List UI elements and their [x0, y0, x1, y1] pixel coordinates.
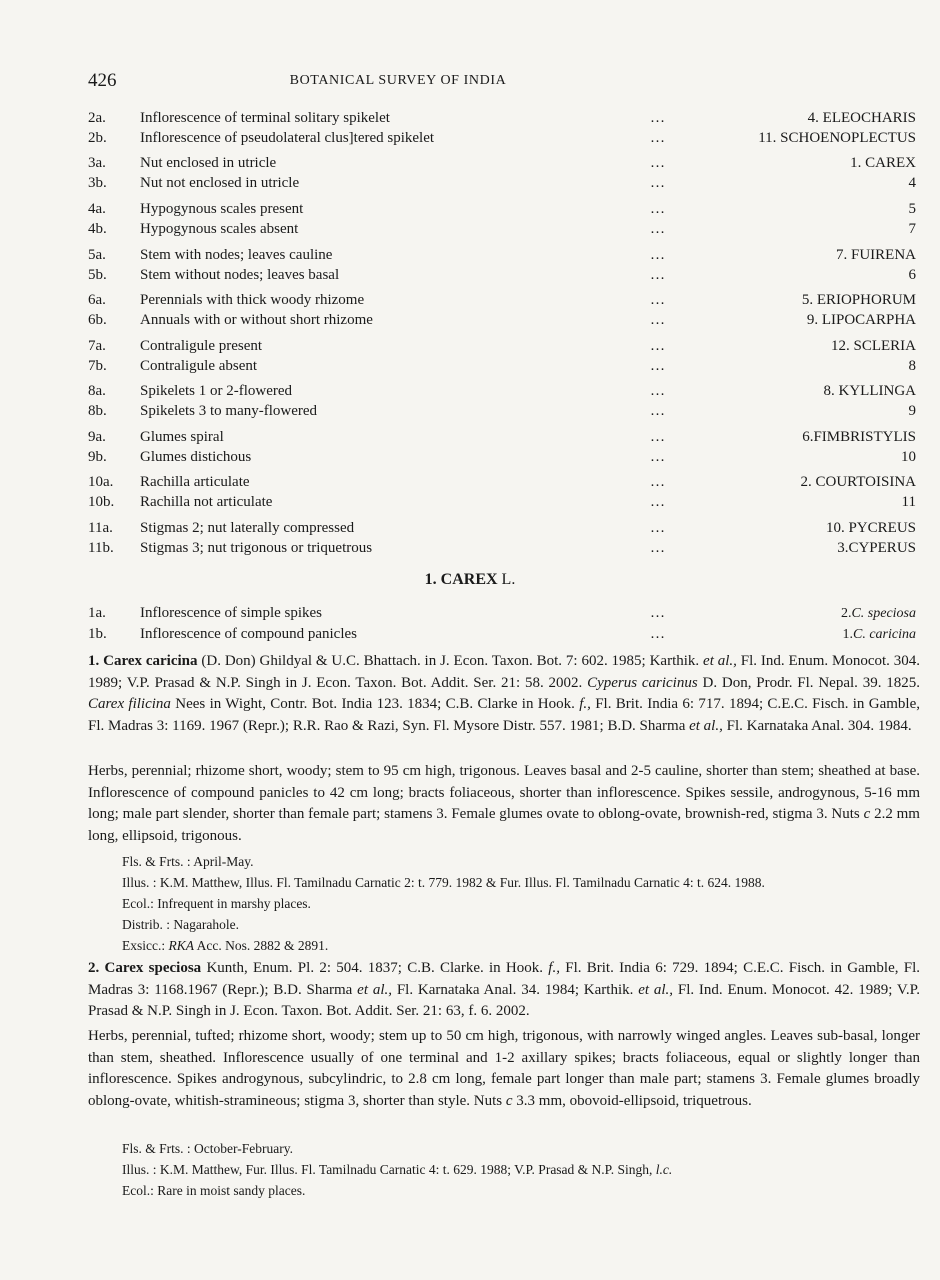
key-leader-dots: …: [650, 520, 666, 536]
key-row: [88, 108, 916, 128]
key-lead-result: 9. LIPOCARPHA: [806, 312, 916, 328]
key-lead-number: 9b.: [88, 449, 107, 465]
key-lead-text: Spikelets 1 or 2-flowered: [140, 383, 293, 399]
description-text: Herbs, perennial, tufted; rhizome short, woody; stem up to 50 cm high, trigonous, with narrowly winged angles. Leaves sub-basal, longer than stem, sheathed. Inflorescence usually of one terminal and 1-2 axillary spikes; bracts foliaceous, equal or slightly longer than inflorescence. Spikes androgynous, subcylindric, to 2.8 cm long, female part longer than male part; stamens 3. Female glumes broadly oblong-ovate, whitish-stramineous; stigma 3, shorter than style. Nuts: [88, 1028, 920, 1109]
key-row: [88, 265, 916, 285]
key-lead-text: Glumes spiral: [140, 429, 224, 445]
key-row: [88, 153, 916, 173]
species-1-citation: [88, 651, 920, 737]
circa-abbr: c: [863, 806, 871, 822]
key-lead-number: 7b.: [88, 358, 107, 374]
key-leader-dots: …: [650, 383, 666, 399]
key-lead-result: 3.CYPERUS: [837, 540, 916, 556]
citation-text: Kunth, Enum. Pl. 2: 504. 1837; C.B. Clarke. in Hook.: [201, 960, 549, 976]
key-lead-result: 1. CAREX: [850, 155, 916, 171]
key-lead-text: Inflorescence of compound panicles: [140, 626, 357, 642]
key-lead-text: Nut not enclosed in utricle: [140, 175, 300, 191]
key-leader-dots: …: [650, 605, 666, 621]
illustrations: [122, 1159, 912, 1180]
key-lead-number: 1a.: [88, 605, 106, 621]
key-lead-result: 4. ELEOCHARIS: [807, 110, 916, 126]
key-lead-number: 11b.: [88, 540, 114, 556]
key-lead-number: 8a.: [88, 383, 106, 399]
key-lead-text: Stem with nodes; leaves cauline: [140, 247, 333, 263]
key-leader-dots: …: [650, 267, 666, 283]
key-lead-text: Annuals with or without short rhizome: [140, 312, 373, 328]
key-row: [88, 173, 916, 193]
citation-italic: f.,: [548, 960, 560, 976]
citation-text: Fl. Ind. Enum. Monocot. 304. 1989; V.P. Prasad & N.P. Singh in J. Econ. Taxon. Bot. Addit. Ser. 21: 58. 2002.: [88, 653, 921, 691]
key-row: [88, 310, 916, 330]
key-row: [88, 336, 916, 356]
flowering-fruiting: Fls. & Frts. : April-May.: [122, 854, 254, 869]
circa-abbr: c: [505, 1092, 513, 1109]
key-row: [88, 128, 916, 148]
key-row: [88, 401, 916, 421]
key-leader-dots: …: [650, 338, 666, 354]
key-leader-dots: …: [650, 247, 666, 263]
species-2-name: 2. Carex speciosa: [88, 960, 202, 976]
key-row: [88, 472, 916, 492]
key-lead-text: Spikelets 3 to many-flowered: [140, 403, 318, 419]
species-1-notes: [122, 851, 912, 956]
key-leader-dots: …: [650, 175, 666, 191]
species-2-description: [88, 1026, 920, 1112]
exsiccatae: [122, 935, 912, 956]
key-lead-result: 6.FIMBRISTYLIS: [802, 429, 916, 445]
key-lead-result: 12. SCLERIA: [830, 338, 916, 354]
citation-text: (D. Don) Ghildyal & U.C. Bhattach. in J. Econ. Taxon. Bot. 7: 602. 1985; Karthik.: [197, 653, 704, 669]
key-leader-dots: …: [650, 540, 666, 556]
key-lead-number: 8b.: [88, 403, 107, 419]
key-row: [88, 427, 916, 447]
species-number: 1.: [842, 627, 853, 642]
key-lead-number: 10b.: [88, 494, 115, 510]
key-leader-dots: …: [650, 449, 666, 465]
key-lead-text: Rachilla articulate: [140, 474, 250, 490]
key-lead-number: 4b.: [88, 221, 107, 237]
key-lead-result: 11. SCHOENOPLECTUS: [758, 130, 916, 146]
species-name: C. speciosa: [851, 606, 916, 621]
key-lead-number: 3b.: [88, 175, 107, 191]
key-leader-dots: …: [650, 403, 666, 419]
species-1-description: [88, 761, 920, 847]
exsiccatae-label: Exsicc.:: [122, 938, 169, 953]
key-lead-number: 2a.: [88, 110, 106, 126]
key-lead-number: 9a.: [88, 429, 106, 445]
key-lead-text: Contraligule absent: [140, 358, 258, 374]
key-lead-text: Nut enclosed in utricle: [140, 155, 277, 171]
description-text: 2.2 mm long, ellipsoid, trigonous.: [88, 806, 920, 844]
key-lead-result: 11: [901, 494, 916, 510]
key-lead-result: 7. FUIRENA: [835, 247, 916, 263]
key-lead-text: Inflorescence of pseudolateral clus]tered spikelet: [140, 130, 435, 146]
key-lead-text: Glumes distichous: [140, 449, 252, 465]
key-leader-dots: …: [650, 201, 666, 217]
distribution: Distrib. : Nagarahole.: [122, 917, 239, 932]
key-row: [88, 290, 916, 310]
key-lead-number: 4a.: [88, 201, 106, 217]
key-row: [88, 199, 916, 219]
key-lead-result: 6: [908, 267, 916, 283]
key-row: [88, 624, 916, 644]
page-header: [88, 70, 920, 94]
key-lead-text: Hypogynous scales absent: [140, 221, 299, 237]
key-leader-dots: …: [650, 292, 666, 308]
key-row: [88, 538, 916, 558]
key-lead-result: [841, 603, 916, 624]
key-lead-result: [843, 624, 917, 645]
exsiccatae-numbers: Acc. Nos. 2882 & 2891.: [194, 938, 329, 953]
citation-text: Fl. Karnataka Anal. 34. 1984; Karthik.: [392, 981, 639, 998]
key-lead-number: 5a.: [88, 247, 106, 263]
synonym-name: Carex filicina: [88, 696, 171, 712]
species-name: C. caricina: [853, 627, 916, 642]
key-lead-result: 2. COURTOISINA: [800, 474, 916, 490]
description-text: Herbs, perennial; rhizome short, woody; stem to 95 cm high, trigonous. Leaves basal and 2-5 cauline, shorter than stem; sheathed at base. Inflorescence of compound panicles to 42 cm long; bracts foliaceous, shorter than inflorescence. Spikes sessile, androgynous, 5-16 mm long; male part slender, shorter than female part; stamens 3. Female glumes ovate to oblong-ovate, brownish-red, stigma 3. Nuts: [88, 763, 920, 822]
key-lead-text: Perennials with thick woody rhizome: [140, 292, 365, 308]
key-row: [88, 356, 916, 376]
key-lead-number: 7a.: [88, 338, 106, 354]
key-leader-dots: …: [650, 155, 666, 171]
key-lead-text: Contraligule present: [140, 338, 263, 354]
species-2-notes: [122, 1138, 912, 1201]
key-lead-text: Hypogynous scales present: [140, 201, 304, 217]
loc-cit-abbr: l.c.: [655, 1162, 673, 1177]
key-leader-dots: …: [650, 494, 666, 510]
key-lead-number: 11a.: [88, 520, 113, 536]
key-lead-result: 10: [901, 449, 916, 465]
key-leader-dots: …: [650, 474, 666, 490]
description-text: 3.3 mm, obovoid-ellipsoid, triquetrous.: [512, 1092, 752, 1109]
page-number: 426: [88, 70, 117, 91]
ecology: Ecol.: Infrequent in marshy places.: [122, 896, 311, 911]
citation-italic: f.,: [579, 696, 591, 712]
key-lead-number: 5b.: [88, 267, 107, 283]
key-lead-text: Stigmas 2; nut laterally compressed: [140, 520, 355, 536]
citation-text: Fl. Ind. Enum. Monocot. 42. 1989; V.P. Prasad & N.P. Singh in J. Econ. Taxon. Bot. Addit. Ser. 21: 63, f. 6. 2002.: [88, 981, 920, 1019]
key-lead-text: Inflorescence of terminal solitary spikelet: [140, 110, 390, 126]
key-leader-dots: …: [650, 221, 666, 237]
key-leader-dots: …: [650, 312, 666, 328]
citation-text: Fl. Brit. India 6: 717. 1894; C.E.C. Fisch. in Gamble, Fl. Madras 3: 1169. 1967 (Repr.); R.R. Rao & Razi, Syn. Fl. Mysore Distr. 557. 1981; B.D. Sharma: [88, 696, 920, 734]
citation-text: Fl. Karnataka Anal. 304. 1984.: [722, 717, 912, 734]
key-lead-number: 3a.: [88, 155, 106, 171]
illustrations: Illus. : K.M. Matthew, Illus. Fl. Tamilnadu Carnatic 2: t. 779. 1982 & Fur. Illus. Fl. Tamilnadu Carnatic 4: t. 624. 1988.: [122, 875, 765, 890]
key-lead-text: Stem without nodes; leaves basal: [140, 267, 340, 283]
key-lead-number: 6a.: [88, 292, 106, 308]
key-lead-result: 10. PYCREUS: [825, 520, 916, 536]
section-title-genus: 1. CAREX: [424, 571, 498, 588]
key-leader-dots: …: [650, 358, 666, 374]
citation-italic: et al.,: [703, 653, 737, 669]
species-number: 2.: [840, 606, 852, 621]
running-head: BOTANICAL SURVEY OF INDIA: [289, 73, 507, 88]
key-lead-number: 2b.: [88, 130, 107, 146]
key-lead-result: 7: [908, 221, 916, 237]
key-row: [88, 447, 916, 467]
key-leader-dots: …: [650, 110, 666, 126]
citation-text: D. Don, Prodr. Fl. Nepal. 39. 1825.: [697, 674, 920, 691]
key-lead-number: 10a.: [88, 474, 114, 490]
key-row: [88, 492, 916, 512]
key-row: [88, 518, 916, 538]
key-leader-dots: …: [650, 130, 666, 146]
key-row: [88, 219, 916, 239]
key-lead-number: 1b.: [88, 626, 107, 642]
key-lead-result: 5: [908, 201, 916, 217]
key-lead-text: Rachilla not articulate: [140, 494, 273, 510]
exsiccatae-abbr: RKA: [168, 938, 194, 953]
citation-text: Fl. Brit. India 6: 729. 1894; C.E.C. Fisch. in Gamble, Fl. Madras 3: 1168.1967 (Repr.); B.D. Sharma: [88, 960, 920, 998]
key-row: [88, 381, 916, 401]
key-lead-result: 4: [908, 175, 916, 191]
species-1-name: 1. Carex caricina: [88, 653, 198, 669]
citation-italic: et al.,: [638, 981, 674, 998]
key-lead-result: 8: [908, 358, 916, 374]
key-lead-result: 5. ERIOPHORUM: [801, 292, 916, 308]
citation-text: Nees in Wight, Contr. Bot. India 123. 1834; C.B. Clarke in Hook.: [170, 696, 580, 712]
key-lead-text: Inflorescence of simple spikes: [140, 605, 323, 621]
species-2-citation: [88, 958, 920, 1023]
citation-italic: et al.,: [689, 717, 723, 734]
synonym-name: Cyperus caricinus: [587, 674, 698, 691]
key-lead-result: 8. KYLLINGA: [823, 383, 916, 399]
key-row: [88, 245, 916, 265]
illustrations-text: Illus. : K.M. Matthew, Fur. Illus. Fl. Tamilnadu Carnatic 4: t. 629. 1988; V.P. Prasad & N.P. Singh,: [122, 1162, 656, 1177]
key-row: [88, 603, 916, 623]
key-lead-text: Stigmas 3; nut trigonous or triquetrous: [140, 540, 373, 556]
key-lead-result: 9: [908, 403, 916, 419]
section-title-author: L.: [501, 571, 516, 588]
key-leader-dots: …: [650, 626, 666, 642]
citation-italic: et al.,: [357, 981, 392, 998]
flowering-fruiting: Fls. & Frts. : October-February.: [122, 1141, 293, 1156]
key-lead-number: 6b.: [88, 312, 107, 328]
ecology: Ecol.: Rare in moist sandy places.: [122, 1183, 306, 1198]
section-title: [0, 571, 940, 589]
key-leader-dots: …: [650, 429, 666, 445]
